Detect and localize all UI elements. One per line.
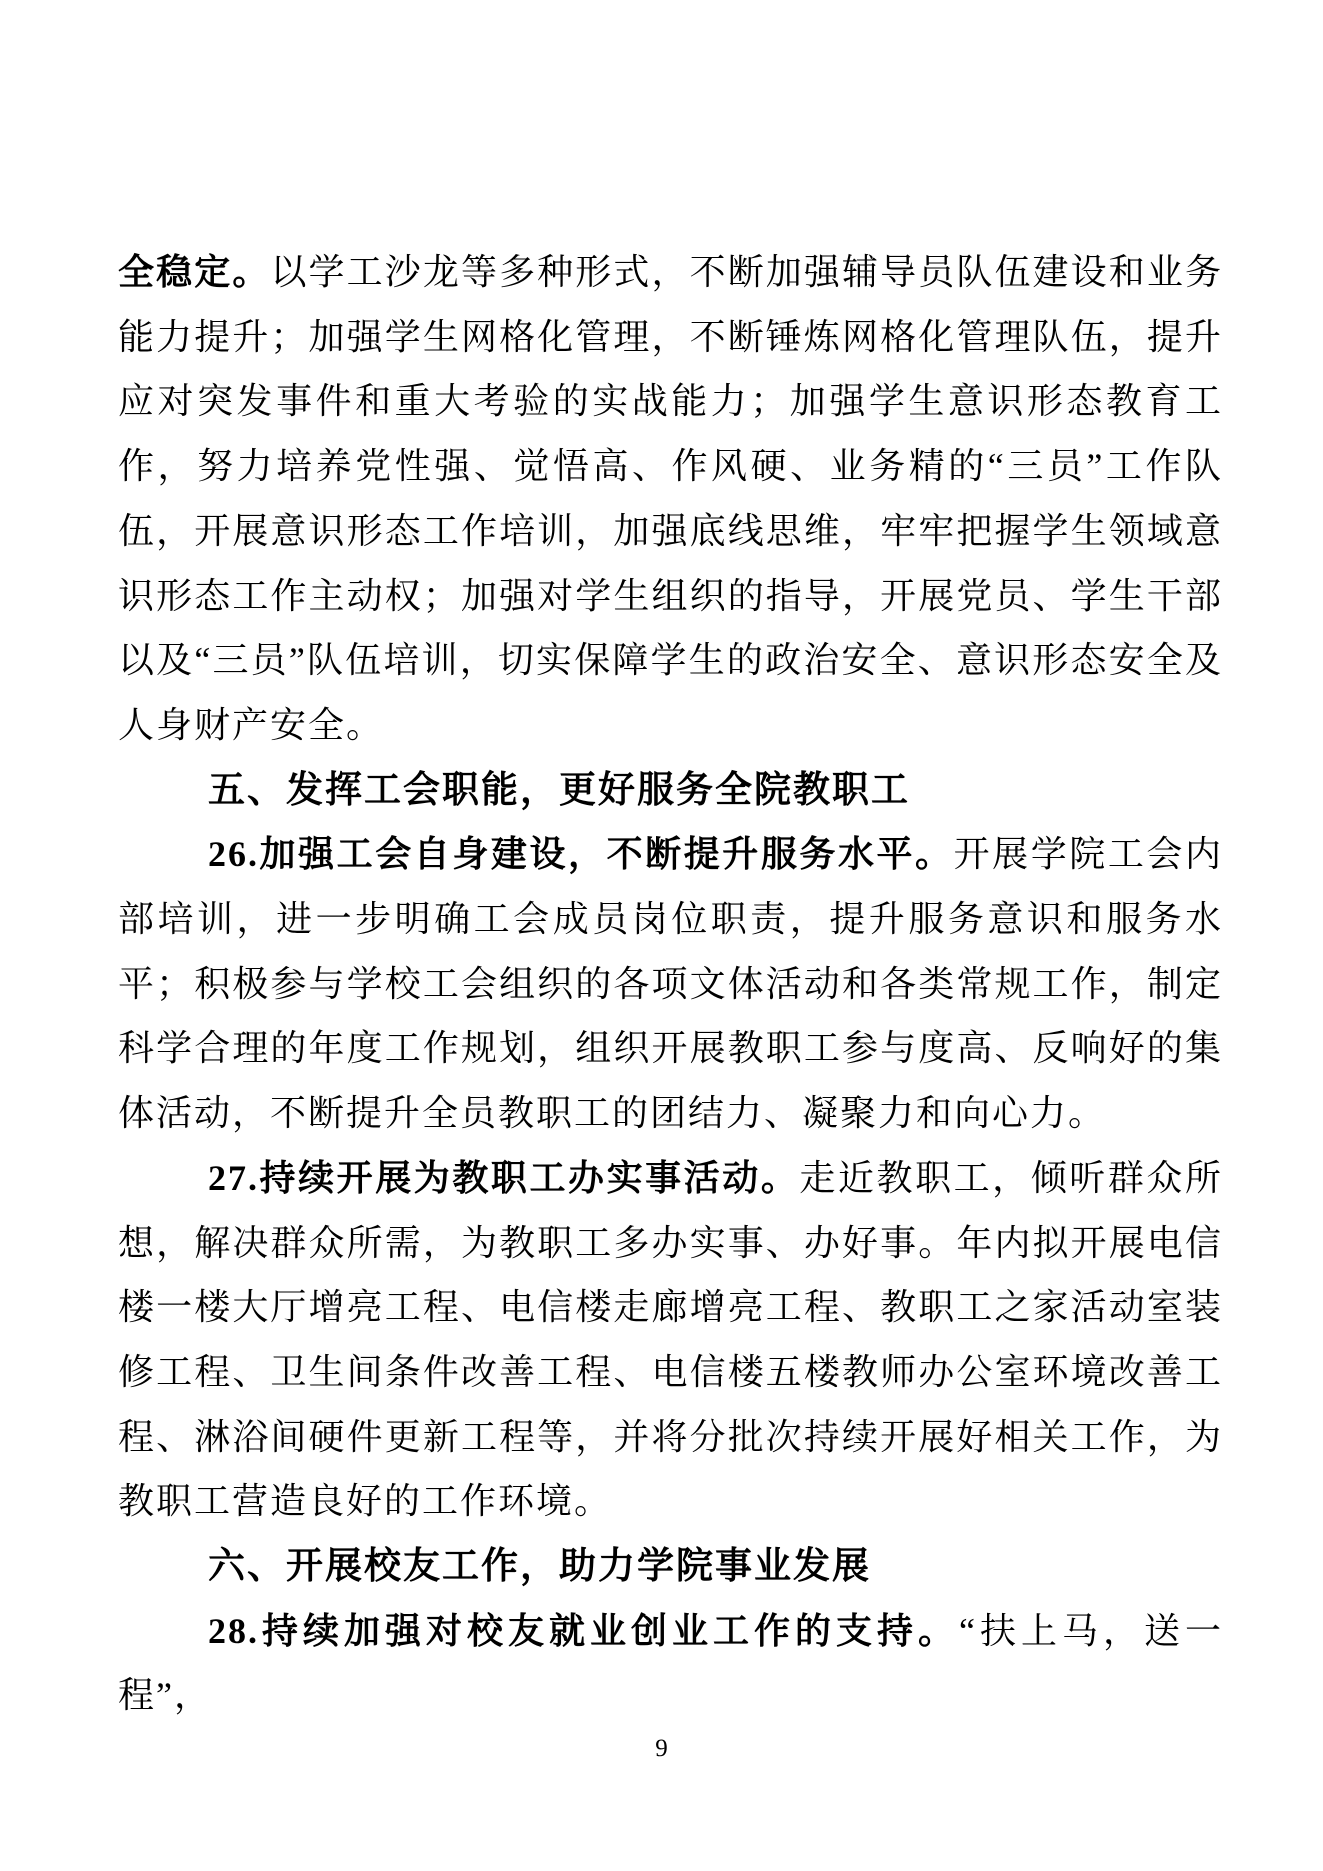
paragraph-26-bold-lead: 26.加强工会自身建设，不断提升服务水平。 [208, 834, 954, 875]
paragraph-28-bold-lead: 28.持续加强对校友就业创业工作的支持。 [208, 1610, 960, 1651]
paragraph-26-text: 开展学院工会内部培训，进一步明确工会成员岗位职责，提升服务意识和服务水平；积极参与学校工会组织的各项文体活动和各类常规工作，制定科学合理的年度工作规划，组织开展教职工参与度高、反响好的集体活动，不断提升全员教职工的团结力、凝聚力和向心力。 [118, 834, 1223, 1134]
paragraph-28-text: “扶上马，送一程”， [118, 1610, 1223, 1716]
paragraph-continuation [118, 240, 1223, 758]
paragraph-26 [118, 822, 1223, 1146]
paragraph-27-text: 走近教职工，倾听群众所想，解决群众所需，为教职工多办实事、办好事。年内拟开展电信楼一楼大厅增亮工程、电信楼走廊增亮工程、教职工之家活动室装修工程、卫生间条件改善工程、电信楼五楼教师办公室环境改善工程、淋浴间硬件更新工程等，并将分批次持续开展好相关工作，为教职工营造良好的工作环境。 [118, 1157, 1223, 1522]
paragraph-27-bold-lead: 27.持续开展为教职工办实事活动。 [208, 1157, 800, 1198]
page-number: 9 [655, 1735, 668, 1762]
paragraph-continuation-bold-lead: 全稳定。 [118, 252, 271, 292]
paragraph-27 [118, 1146, 1223, 1534]
section-heading-5: 五、发挥工会职能，更好服务全院教职工 [208, 768, 910, 810]
document-body [118, 240, 1223, 1728]
section-heading-6: 六、开展校友工作，助力学院事业发展 [208, 1545, 871, 1587]
paragraph-continuation-text: 以学工沙龙等多种形式，不断加强辅导员队伍建设和业务能力提升；加强学生网格化管理，不断锤炼网格化管理队伍，提升应对突发事件和重大考验的实战能力；加强学生意识形态教育工作，努力培养党性强、觉悟高、作风硬、业务精的“三员”工作队伍，开展意识形态工作培训，加强底线思维，牢牢把握学生领域意识形态工作主动权；加强对学生组织的指导，开展党员、学生干部以及“三员”队伍培训，切实保障学生的政治安全、意识形态安全及人身财产安全。 [118, 252, 1223, 745]
paragraph-28 [118, 1599, 1223, 1728]
